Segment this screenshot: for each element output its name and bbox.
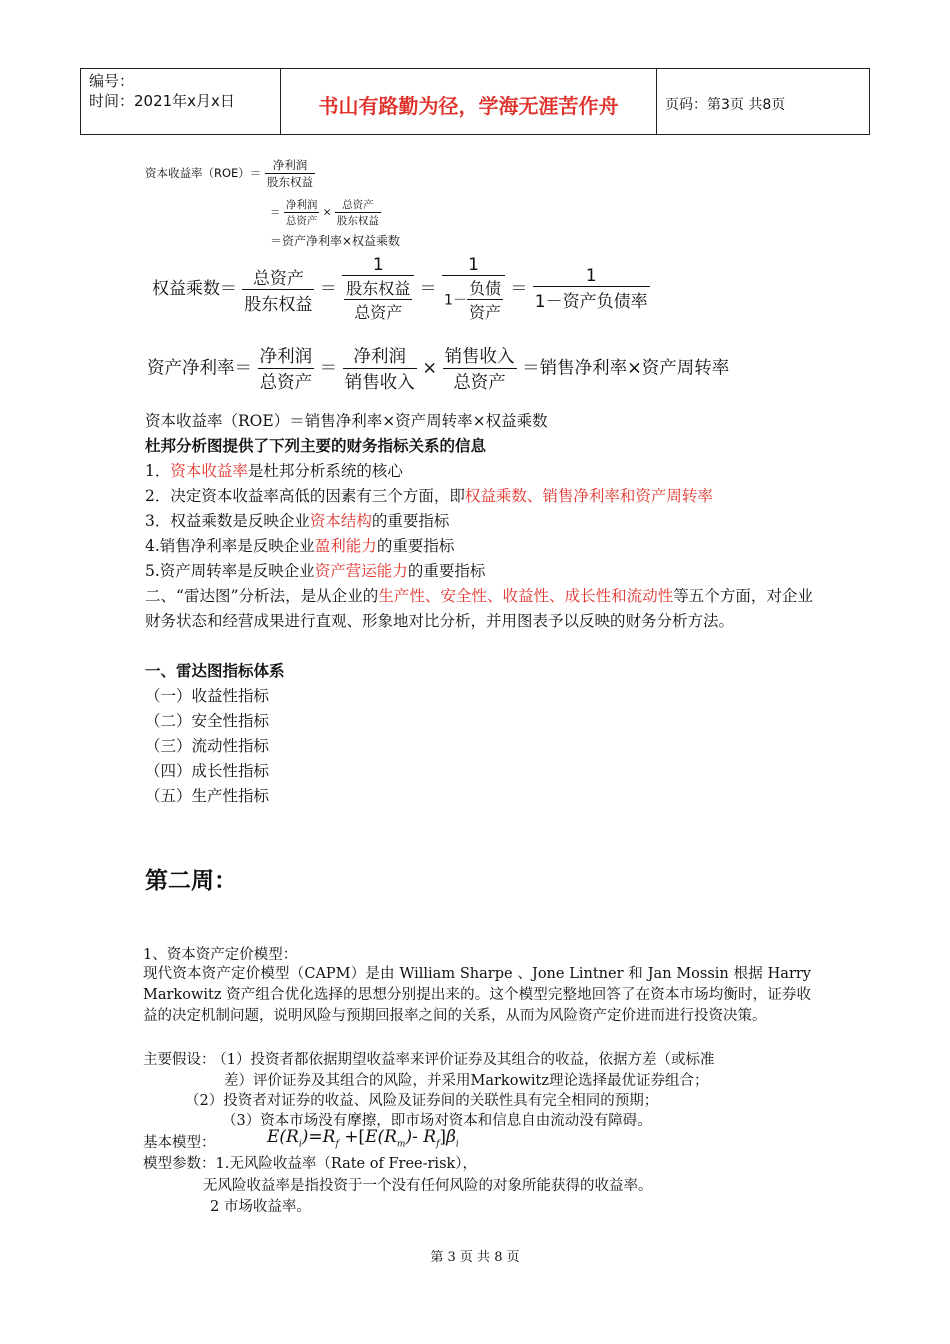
text: 5.资产周转率是反映企业: [145, 562, 315, 580]
equity-multiplier-formula: [152, 255, 650, 323]
dupont-point-1: [145, 459, 403, 481]
equals-sign: ＝: [419, 279, 437, 299]
text: 3．权益乘数是反映企业: [145, 512, 310, 530]
highlight: 盈利能力: [314, 537, 377, 555]
equals-sign: ＝: [319, 279, 337, 299]
roe-formula-label: 资本收益率（ROE）＝: [145, 166, 262, 180]
capm-formula: $E(R_i)=R_f +[E(R_m)-$ $R_f]\beta_i$: [267, 1127, 459, 1150]
header-page-info: 页码：第3页 共8页: [665, 97, 786, 113]
dupont-point-4: [145, 534, 454, 556]
dupont-point-3: [145, 509, 449, 531]
em-f3-inner-numerator: 负债: [468, 279, 501, 298]
em-f2-denominator: [342, 275, 414, 323]
roe-expansion: [270, 197, 381, 228]
roe-numerator: 净利润: [272, 158, 308, 172]
text: 的重要指标: [376, 537, 455, 555]
assumption-2: （2）投资者对证券的收益、风险及证券间的关联性具有完全相同的预期；: [185, 1093, 659, 1109]
text: 2．决定资本收益率高低的因素有三个方面，即: [145, 487, 465, 505]
em-f4-denominator: 1－资产负债率: [533, 286, 650, 312]
radar-paragraph: [145, 584, 813, 634]
roa-f3-numerator: 销售收入: [444, 347, 515, 367]
highlight: 资本结构: [309, 512, 372, 530]
roa-f2-numerator: 净利润: [353, 347, 406, 367]
highlight: 生产性、安全性、收益性、成长性和流动性: [378, 587, 674, 605]
header-page-cell: [657, 69, 871, 134]
page-header: [80, 68, 870, 135]
highlight: 资本收益率: [170, 462, 248, 480]
roa-fraction-3: [443, 343, 517, 394]
em-fraction-3: [442, 255, 505, 323]
em-f2-inner-denominator: 总资产: [344, 299, 412, 323]
roa-fraction-2: [343, 343, 417, 394]
param-1-desc: 无风险收益率是指投资于一个没有任何风险的对象所能获得的收益率。: [203, 1178, 653, 1194]
doc-time-label: 时间：2021年x月x日: [89, 92, 235, 110]
text: 是杜邦分析系统的核心: [247, 462, 403, 480]
roa-f1-denominator: 总资产: [258, 368, 315, 394]
model-label: 基本模型：: [143, 1135, 216, 1151]
em-f1-denominator: 股东权益: [242, 289, 314, 315]
dupont-point-5: [145, 559, 485, 581]
equity-multiplier-label: 权益乘数＝: [152, 279, 237, 299]
roe-result: ＝资产净利率×权益乘数: [270, 234, 401, 248]
roa-f1-numerator: 净利润: [259, 347, 313, 367]
em-fraction-4: [533, 266, 650, 312]
roa-f2-denominator: 销售收入: [343, 368, 417, 394]
assumption-1-cont: 差）评价证券及其组合的风险，并采用Markowitz理论选择最优证券组合；: [224, 1073, 709, 1089]
roe-formula: [145, 157, 315, 190]
em-f3-inner-denominator: 资产: [467, 299, 503, 323]
roa-label: 资产净利率＝: [147, 358, 252, 379]
equals-sign: ＝: [319, 358, 338, 379]
fraction-a-numerator: 净利润: [285, 199, 318, 211]
roa-f3-denominator: 总资产: [443, 368, 517, 394]
radar-item: （四）成长性指标: [145, 762, 270, 780]
roe-fraction: [265, 157, 315, 190]
em-fraction-2: [342, 255, 414, 323]
em-f3-numerator: 1: [468, 255, 479, 275]
radar-item: （二）安全性指标: [145, 712, 270, 730]
assumption-1: （1）投资者都依据期望收益率来评价证券及其组合的收益，依据方差（或标准: [219, 1052, 715, 1068]
text: 的重要指标: [407, 562, 486, 580]
em-f1-numerator: 总资产: [252, 268, 304, 289]
roe-denominator: 股东权益: [266, 175, 313, 189]
radar-item: （三）流动性指标: [145, 737, 270, 755]
equals-sign: ＝: [270, 206, 281, 219]
em-f3-denominator: [442, 275, 505, 323]
em-f3-prefix: 1－: [444, 292, 467, 309]
highlight: 权益乘数、销售净利率和资产周转率: [464, 487, 713, 505]
dupont-point-2: [145, 484, 713, 506]
capm-intro: 现代资本资产定价模型（CAPM）是由 William Sharpe 、Jone Lintner 和 Jan Mossin 根据 Harry Markowitz 资产组合优化选择的思想分别提出来的。这个模型完整地回答了在资本市场均衡时，证券收益的决定机制问题，说明风险与预期回报率之间的关系，从而为风险资产定价进而进行投资决策。: [143, 966, 811, 1024]
roe-fraction-b: [335, 197, 381, 228]
param-1: 模型参数：1.无风险收益率（Rate of Free-risk），: [143, 1156, 478, 1172]
formula-text: E(R: [267, 1127, 299, 1147]
text: 等五个方面，对企业财务状态和经营成果进行直观、形象地对比分析，并用图表予以反映的财务分析方法。: [145, 587, 813, 630]
times-sign: ×: [422, 358, 437, 379]
text: 二、“雷达图”分析法，是从企业的: [145, 587, 379, 605]
roe-summary: 资本收益率（ROE）＝销售净利率×资产周转率×权益乘数: [145, 412, 548, 430]
dupont-heading: 杜邦分析图提供了下列主要的财务指标关系的信息: [145, 436, 487, 455]
header-motto: 书山有路勤为径，学海无涯苦作舟: [318, 94, 619, 118]
roe-fraction-a: [284, 197, 320, 228]
roa-tail: ＝销售净利率×资产周转率: [522, 358, 730, 379]
fraction-b-numerator: 总资产: [342, 199, 374, 211]
roa-fraction-1: [258, 343, 315, 394]
text: 的重要指标: [371, 512, 450, 530]
em-f2-numerator: 1: [372, 255, 384, 275]
highlight: 资产营运能力: [314, 562, 408, 580]
fraction-a-denominator: 总资产: [284, 212, 320, 228]
text: 1．: [145, 462, 171, 480]
text: 4.销售净利率是反映企业: [145, 537, 315, 555]
week-heading: 第二周：: [145, 868, 237, 894]
header-motto-cell: [281, 69, 657, 134]
assumptions: [143, 1048, 714, 1069]
doc-number-label: 编号：: [89, 72, 135, 90]
times-sign: ×: [322, 206, 332, 219]
param-2: 2 市场收益率。: [210, 1199, 311, 1215]
fraction-b-denominator: 股东权益: [335, 212, 381, 228]
radar-item: （一）收益性指标: [145, 687, 270, 705]
em-fraction-1: [242, 264, 314, 315]
em-f2-inner-numerator: 股东权益: [346, 279, 411, 298]
return-on-assets-formula: [147, 343, 729, 394]
capm-title: 1、资本资产定价模型：: [143, 947, 298, 963]
radar-item: （五）生产性指标: [145, 787, 270, 805]
assumption-3: （3）资本市场没有摩擦，即市场对资本和信息自由流动没有障碍。: [222, 1113, 652, 1129]
em-f4-numerator: 1: [585, 266, 597, 286]
equals-sign: ＝: [510, 279, 528, 299]
header-meta: [81, 69, 281, 134]
radar-heading: 一、雷达图指标体系: [145, 661, 285, 680]
assumptions-label: 主要假设：: [143, 1052, 216, 1068]
page-footer: 第 3 页 共 8 页: [430, 1250, 520, 1265]
